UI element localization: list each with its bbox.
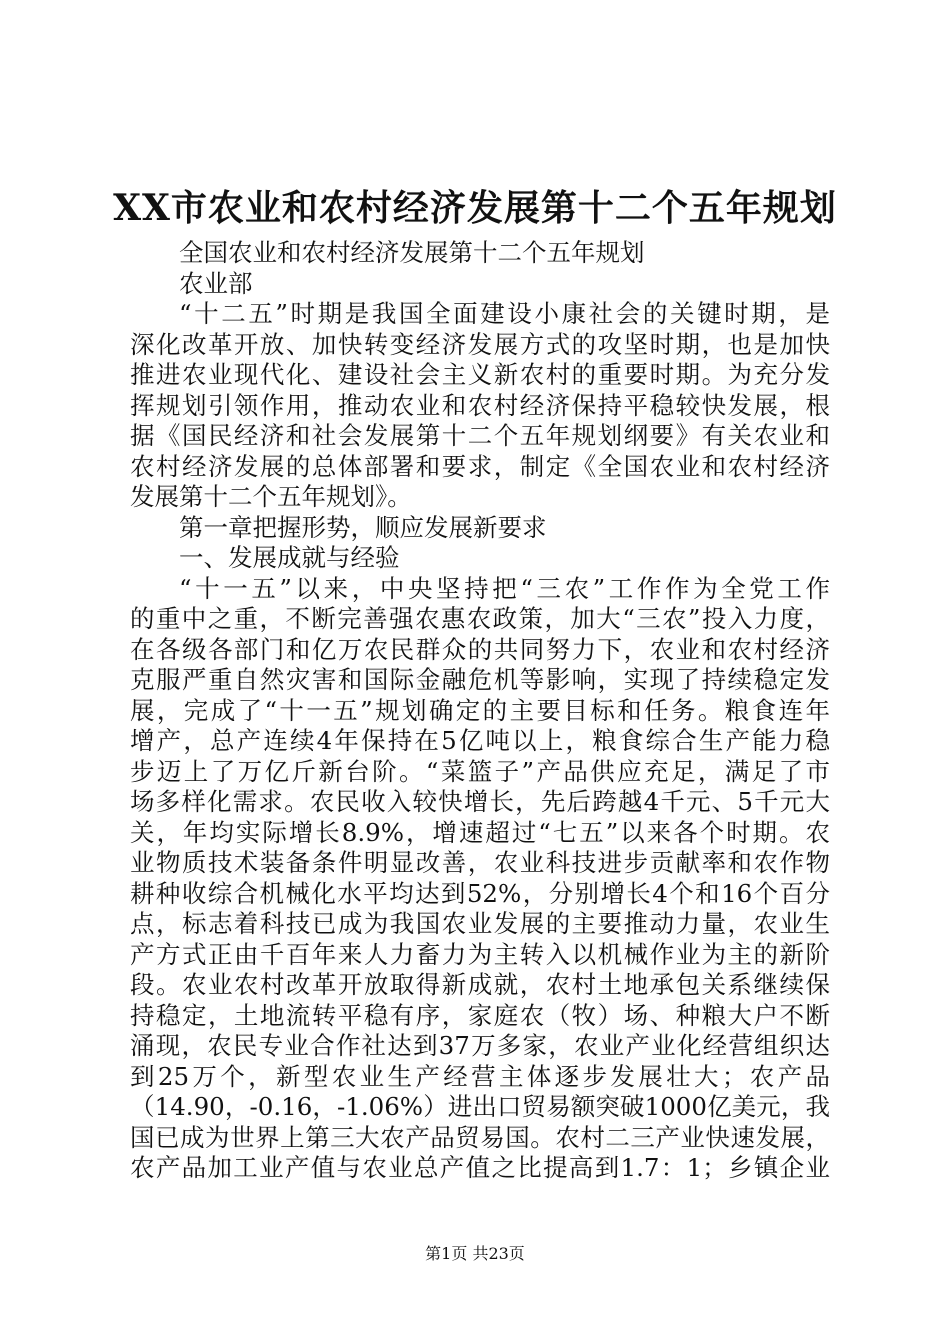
text-line: 的重中之重，不断完善强农惠农政策，加大“三农”投入力度， — [130, 604, 830, 633]
text-line: 涌现，农民专业合作社达到37万多家，农业产业化经营组织达 — [130, 1031, 830, 1060]
document-body — [130, 238, 830, 1184]
text-line: 步迈上了万亿斤新台阶。“菜篮子”产品供应充足，满足了市 — [130, 756, 830, 786]
text-line: 耕种收综合机械化水平均达到52%，分别增长4个和16个百分 — [130, 878, 830, 908]
text-line: 点，标志着科技已成为我国农业发展的主要推动力量，农业生 — [130, 909, 830, 938]
text-line: 发展第十二个五年规划》。 — [130, 482, 412, 511]
text-line: 农村经济发展的总体部署和要求，制定《全国农业和农村经济 — [130, 451, 830, 481]
text-line: 段。农业农村改革开放取得新成就，农村土地承包关系继续保 — [130, 970, 830, 999]
text-line: 增产，总产连续4年保持在5亿吨以上，粮食综合生产能力稳 — [130, 726, 830, 755]
text-line: 国已成为世界上第三大农产品贸易国。农村二三产业快速发展， — [130, 1122, 830, 1152]
text-line: 展，完成了“十一五”规划确定的主要目标和任务。粮食连年 — [130, 695, 830, 725]
text-line: 农业部 — [179, 268, 253, 298]
text-line: 到25万个，新型农业生产经营主体逐步发展壮大；农产品 — [130, 1061, 830, 1091]
text-line: 深化改革开放、加快转变经济发展方式的攻坚时期，也是加快 — [130, 329, 830, 359]
text-line: “十二五”时期是我国全面建设小康社会的关键时期，是 — [179, 299, 830, 328]
text-line: 第一章把握形势，顺应发展新要求 — [179, 512, 547, 542]
text-line: 据《国民经济和社会发展第十二个五年规划纲要》有关农业和 — [130, 421, 830, 450]
page-footer: 第1页 共23页 — [425, 1244, 525, 1263]
text-line: 持稳定，土地流转平稳有序，家庭农（牧）场、种粮大户不断 — [130, 1000, 830, 1030]
text-line: 场多样化需求。农民收入较快增长，先后跨越4千元、5千元大 — [130, 787, 830, 816]
text-line: 产方式正由千百年来人力畜力为主转入以机械作业为主的新阶 — [130, 939, 830, 969]
text-line: 农产品加工业产值与农业总产值之比提高到1.7：1；乡镇企业 — [130, 1153, 830, 1182]
text-line: 在各级各部门和亿万农民群众的共同努力下，农业和农村经济 — [130, 634, 830, 664]
text-line: 全国农业和农村经济发展第十二个五年规划 — [179, 238, 645, 267]
text-line: 挥规划引领作用，推动农业和农村经济保持平稳较快发展，根 — [130, 390, 830, 420]
text-line: “十一五”以来，中央坚持把“三农”工作作为全党工作 — [179, 573, 830, 603]
text-line: 一、发展成就与经验 — [179, 543, 400, 572]
text-line: 克服严重自然灾害和国际金融危机等影响，实现了持续稳定发 — [130, 665, 830, 694]
text-line: （14.90，-0.16，-1.06%）进出口贸易额突破1000亿美元，我 — [130, 1092, 830, 1121]
text-line: 关，年均实际增长8.9%，增速超过“七五”以来各个时期。农 — [130, 817, 830, 847]
document-title: XX市农业和农村经济发展第十二个五年规划 — [113, 187, 837, 229]
text-line: 业物质技术装备条件明显改善，农业科技进步贡献率和农作物 — [130, 848, 830, 877]
text-line: 推进农业现代化、建设社会主义新农村的重要时期。为充分发 — [130, 360, 830, 389]
